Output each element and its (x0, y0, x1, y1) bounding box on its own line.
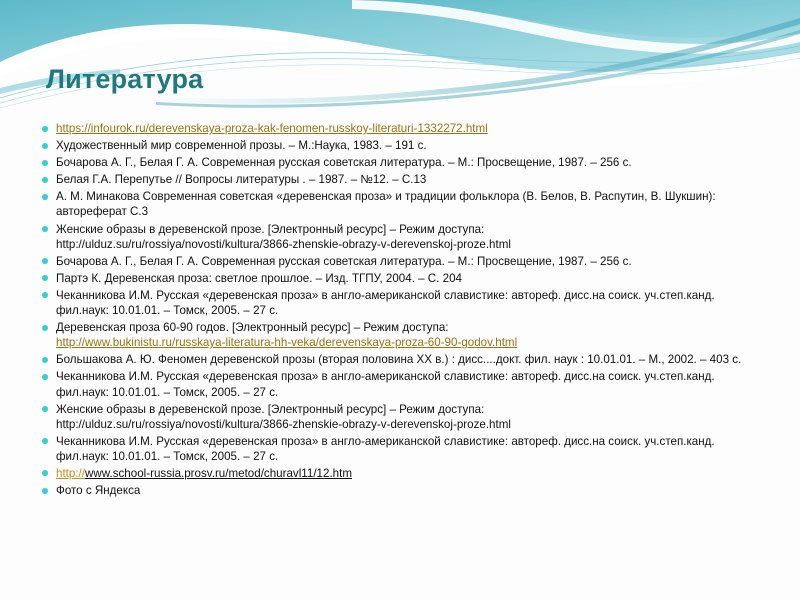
bullet-icon (42, 292, 48, 298)
reference-text: Чеканникова И.М. Русская «деревенская проза» в англо-американской славистике: автореф. дисс.на соиск. уч.степ.канд. фил.наук: 10.01.01. – Томск, 2005. – 27 с. (56, 434, 715, 463)
list-item (40, 222, 760, 252)
list-item (40, 254, 760, 269)
list-item (40, 138, 760, 153)
bullet-icon (42, 275, 48, 281)
reference-text: Белая Г.А. Перепутье // Вопросы литературы . – 1987. – №12. – С.13 (56, 173, 427, 187)
reference-text: Большакова А. Ю. Феномен деревенской прозы (вторая половина XX в.) : дисс....докт. фил. наук : 10.01.01. – М., 2002. – 403 с. (56, 353, 742, 367)
bullet-icon (42, 438, 48, 444)
bullet-icon (42, 406, 48, 412)
bullet-icon (42, 488, 48, 494)
list-item (40, 155, 760, 170)
bullet-icon (42, 374, 48, 380)
reference-text: Чеканникова И.М. Русская «деревенская проза» в англо-американской славистике: автореф. дисс.на соиск. уч.степ.канд. фил.наук: 10.01.01. – Томск, 2005. – 27 с. (56, 370, 715, 399)
bullet-icon (42, 470, 48, 476)
reference-text: Женские образы в деревенской прозе. [Электронный ресурс] – Режим доступа: (56, 402, 485, 416)
bullet-icon (42, 160, 48, 166)
reference-url: http://ulduz.su/ru/rossiya/novosti/kultura/3866-zhenskie-obrazy-v-derevenskoj-proze.html (56, 237, 511, 251)
bullet-icon (42, 226, 48, 232)
bullet-icon (42, 177, 48, 183)
wave-graphic (0, 0, 800, 118)
reference-text: Фото с Яндекса (56, 484, 141, 498)
list-item (40, 172, 760, 187)
reference-text (56, 121, 760, 136)
list-item (40, 483, 760, 498)
reference-link[interactable]: http://www.bukinistu.ru/russkaya-literatura-hh-veka/derevenskaya-proza-60-90-godov.html (56, 336, 518, 350)
reference-text: Женские образы в деревенской прозе. [Электронный ресурс] – Режим доступа: (56, 222, 485, 236)
reference-text: Бочарова А. Г., Белая Г. А. Современная русская советская литература. – М.: Просвещение, 1987. – 256 с. (56, 254, 632, 268)
list-item (40, 369, 760, 399)
bullet-icon (42, 143, 48, 149)
list-item (40, 352, 760, 367)
reference-link[interactable] (56, 467, 352, 480)
reference-text: Художественный мир современной прозы. – М.:Наука, 1983. – 191 с. (56, 139, 427, 153)
bibliography-list (40, 121, 760, 500)
reference-text: Деревенская проза 60-90 годов. [Электронный ресурс] – Режим доступа: (56, 321, 449, 335)
list-item (40, 189, 760, 219)
link-address: www.school-russia.prosv.ru/metod/churavl11/12.htm (85, 466, 352, 480)
bullet-icon (42, 126, 48, 132)
reference-link[interactable]: https://infourok.ru/derevenskaya-proza-kak-fenomen-russkoy-literaturi-1332272.html (56, 122, 488, 135)
reference-text: Бочарова А. Г., Белая Г. А. Современная русская советская литература. – М.: Просвещение, 1987. – 256 с. (56, 156, 632, 170)
list-item (40, 121, 760, 136)
list-item (40, 434, 760, 464)
decorative-wave-header (0, 0, 800, 118)
bullet-icon (42, 357, 48, 363)
reference-text: Чеканникова И.М. Русская «деревенская проза» в англо-американской славистике: автореф. дисс.на соиск. уч.степ.канд. фил.наук: 10.01.01. – Томск, 2005. – 27 с. (56, 288, 715, 318)
reference-link-wrap (56, 335, 760, 350)
list-item (40, 288, 760, 318)
list-item (40, 271, 760, 286)
list-item (40, 320, 760, 350)
link-protocol: http:// (56, 466, 86, 480)
bullet-icon (42, 325, 48, 331)
page-title: Литература (46, 64, 204, 94)
list-item (40, 466, 760, 481)
reference-text: А. М. Минакова Современная советская «деревенская проза» и традиции фольклора (В. Белов, В. Распутин, В. Шукшин): автореферат С.3 (56, 190, 716, 219)
reference-text: Партэ К. Деревенская проза: светлое прошлое. – Изд. ТГПУ, 2004. – С. 204 (56, 271, 462, 285)
reference-url: http://ulduz.su/ru/rossiya/novosti/kultura/3866-zhenskie-obrazy-v-derevenskoj-proze.html (56, 417, 511, 431)
list-item (40, 402, 760, 432)
reference-link-wrap (56, 466, 760, 481)
bullet-icon (42, 258, 48, 264)
bullet-icon (42, 194, 48, 200)
